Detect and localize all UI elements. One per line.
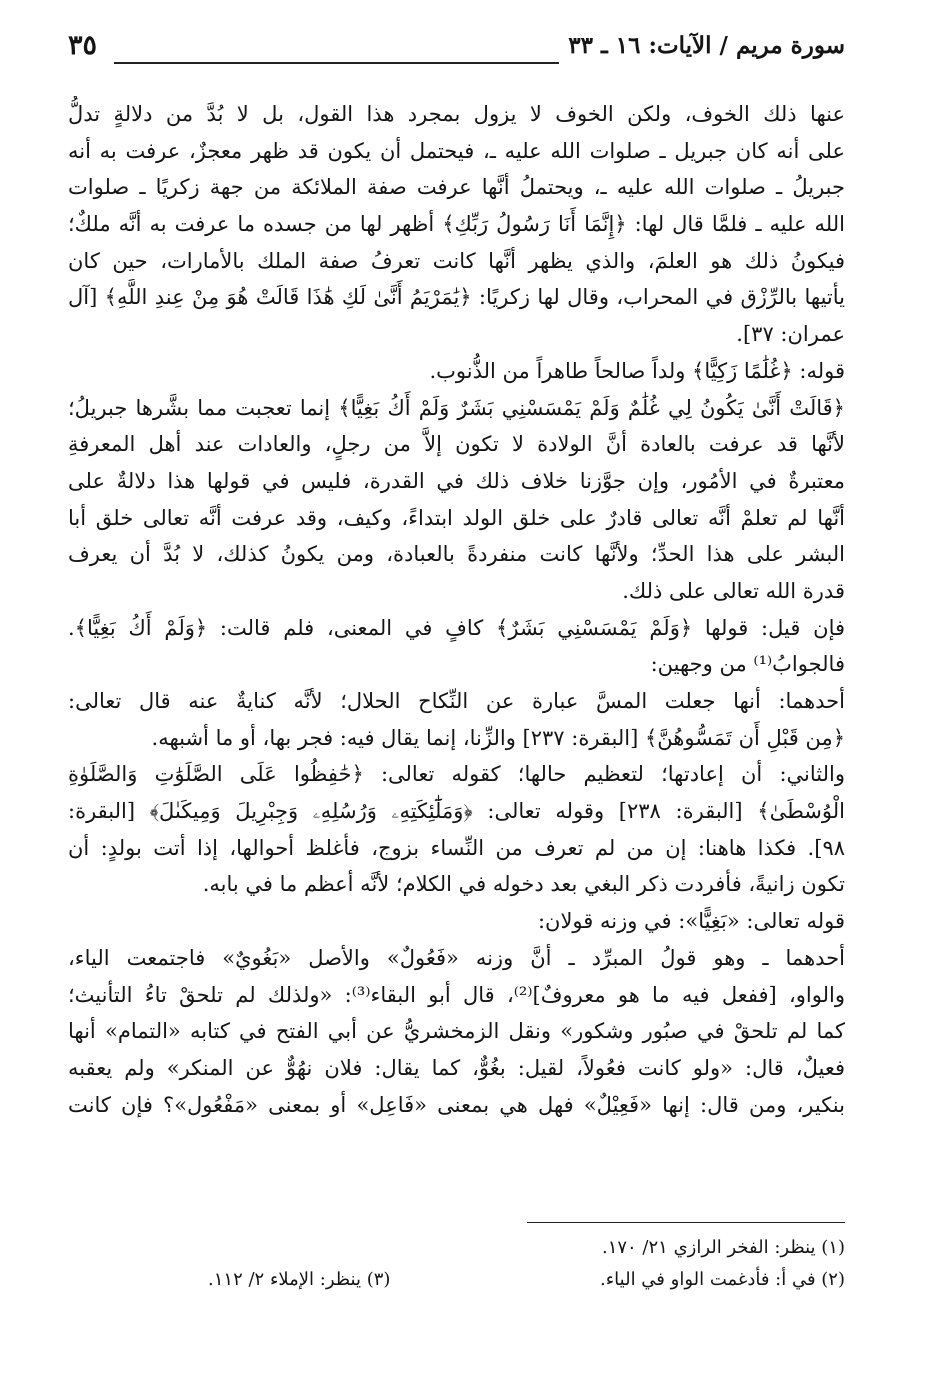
text-line: تكون زانيةً، فأفردت ذكر البغي بعد دخوله في الكلام؛ لأنَّه أعظم ما في بابه. xyxy=(202,872,845,897)
text-line: الْوُسْطَىٰ﴾ [البقرة: ٢٣٨] وقوله تعالى: ﴿وَمَلَٰٓئِكَتِهِۦ وَرُسُلِهِۦ وَجِبْرِيلَ وَمِيكَىٰلَ﴾ [البقرة: xyxy=(68,799,845,824)
text-line: أحدهما: أنها جعلت المسَّ عبارة عن النِّكاح الحلال؛ لأنَّه كنايةٌ عنه قال تعالى: xyxy=(68,689,845,713)
text-line: معتبرةٌ في الأمُور، وإن جوَّزنا خلاف ذلك في القدرة، فليس في قولها هذا دلالةٌ على xyxy=(68,468,845,493)
text-line: الله عليه ـ فلمَّا قال لها: ﴿إِنَّمَا أَنَا رَسُولُ رَبِّكِ﴾ أظهر لها من جسده ما عرفت به أنَّه ملكٌ؛ xyxy=(68,212,845,237)
text-line: جبريلُ ـ صلوات الله عليه ـ، ويحتملُ أنَّها عرفت صفة الملائكة من جهة زكريًا ـ صلوات xyxy=(68,175,845,200)
footnote-rule xyxy=(527,1222,845,1223)
text-line: كما لم تلحقْ في صبُور وشكور» ونقل الزمخشريُّ عن أبي الفتح في كتابه «التمام» أنها xyxy=(68,1019,845,1044)
page-body xyxy=(68,96,845,1123)
text-line: أنَّها لم تعلمْ أنَّه تعالى قادرٌ على خلق الولد ابتداءً، وكيف، وقد عرفت أنَّه تعالى خلق أبا xyxy=(68,505,845,530)
text-line: فإن قيل: قولها ﴿وَلَمْ يَمْسَسْنِي بَشَرٌ﴾ كافٍ في المعنى، فلم قالت: ﴿وَلَمْ أَكُ بَغِيًّا﴾. xyxy=(68,615,845,640)
text-line: ﴿قَالَتْ أَنَّىٰ يَكُونُ لِي غُلَٰمٌ وَلَمْ يَمْسَسْنِي بَشَرٌ وَلَمْ أَكُ بَغِيًّا﴾ إنما تعجبت مما بشَّرها جبريلُ؛ xyxy=(68,395,845,420)
text-line: لأنَّها قد عرفت بالعادة أنَّ الولادة لا تكون إلاَّ من رجلٍ، والعادات عند أهل المعرفةِ xyxy=(68,432,845,457)
text-line: عنها ذلك الخوف، ولكن الخوف لا يزول بمجرد هذا القول، بل لا بُدَّ من دلالةٍ تدلُّ xyxy=(68,102,845,126)
header-rule xyxy=(114,62,559,64)
footnote-row xyxy=(68,1264,845,1296)
running-title: سورة مريم / الآيات: ١٦ ـ ٣٣ xyxy=(568,32,845,59)
text-line: يأتيها بالرِّزْق في المحراب، وقال لها زكريًا: ﴿يَٰمَرْيَمُ أَنَّىٰ لَكِ هَٰذَا قَالَتْ هُوَ مِنْ عِندِ اللَّهِ﴾ [آل xyxy=(68,285,845,310)
text-line: فالجوابُ⁽¹⁾ من وجهين: xyxy=(650,652,845,677)
text-line: قوله تعالى: «بَغِيًّا»: في وزنه قولان: xyxy=(537,909,845,934)
footnote-3: (٣) ينظر: الإملاء ٢/ ١١٢. xyxy=(208,1269,391,1290)
footnote-1: (١) ينظر: الفخر الرازي ٢١/ ١٧٠. xyxy=(601,1237,845,1258)
page-number: ٣٥ xyxy=(68,30,98,61)
text-line: عمران: ٣٧]. xyxy=(736,322,845,347)
page-header xyxy=(68,32,845,72)
text-line: ٩٨]. فكذا هاهنا: إن من لم تعرف من النِّساء بزوج، فأغلظ أحوالها، إذا أتت بولدٍ: أن xyxy=(68,835,845,860)
footnote-2: (٢) في أ: فأدغمت الواو في الياء. xyxy=(600,1269,845,1290)
text-line: فيكونُ ذلك هو العلمَ، والذي يظهر أنَّها كانت تعرفُ صفة الملك بالأمارات، حين كان xyxy=(68,248,845,273)
text-line: والواو، [ففعل فيه ما هو معروفٌ]⁽²⁾، قال أبو البقاء⁽³⁾: «ولذلك لم تلحقْ تاءُ التأنيث؛ xyxy=(68,982,845,1007)
text-line: قوله: ﴿غُلَٰمًا زَكِيًّا﴾ ولداً صالحاً طاهراً من الذُّنوب. xyxy=(429,358,845,383)
text-line: بنكير، ومن قال: إنها «فَعِيْلٌ» فهل هي بمعنى «فَاعِل» أو بمعنى «مَفْعُول»؟ فإن كانت xyxy=(68,1092,845,1117)
text-line: قدرة الله تعالى على ذلك. xyxy=(622,578,845,603)
text-line: فعيلٌ، قال: «ولو كانت فعُولاً، لقيل: بغُوٌّ، كما يقال: فلان نهُوٌّ عن المنكر» ولم يعقبه xyxy=(68,1055,845,1080)
text-line: والثاني: أن إعادتها؛ لتعظيم حالها؛ كقوله تعالى: ﴿حَٰفِظُوا عَلَى الصَّلَوَٰتِ وَالصَّلَوٰةِ xyxy=(68,762,845,787)
text-line: ﴿مِن قَبْلِ أَن تَمَسُّوهُنَّ﴾ [البقرة: ٢٣٧] والزِّنا، إنما يقال فيه: فجر بها، أو ما أشبهه. xyxy=(151,725,845,750)
footnotes xyxy=(68,1232,845,1296)
text-line: أحدهما ـ وهو قولُ المبرِّد ـ أنَّ وزنه «فَعُولٌ» والأصل «بَغُويٌ» فاجتمعت الياء، xyxy=(68,945,845,970)
text-line: على أنه كان جبريل ـ صلوات الله عليه ـ، فيحتمل أن يكون قد ظهر معجزٌ، عرفت به أنه xyxy=(68,138,845,163)
text-line: البشر على هذا الحدِّ؛ ولأنَّها كانت منفردةً بالعبادة، ومن يكونُ كذلك، لا بُدَّ أن يعرف xyxy=(68,542,845,567)
